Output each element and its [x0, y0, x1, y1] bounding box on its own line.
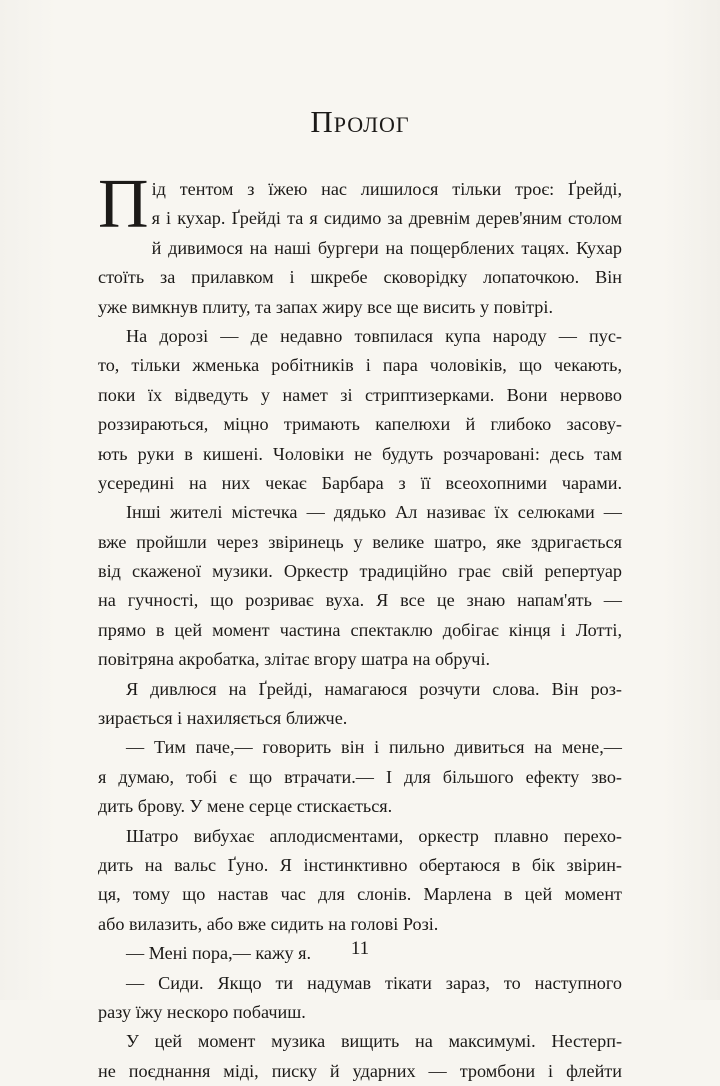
- text-line: — Тим паче,— говорить він і пильно дивиться на мене,—: [126, 737, 622, 758]
- paragraph: [98, 675, 622, 734]
- paragraph: [98, 498, 622, 674]
- text-line: роззираються, міцно тримають капелюхи й глибоко засову-: [98, 414, 622, 435]
- text-line: від скаженої музики. Оркестр традиційно грає свій репертуар: [98, 561, 622, 582]
- text-line: стоїть за прилавком і шкребе сковорідку лопаточкою. Він: [98, 267, 622, 288]
- paragraph: [98, 822, 622, 940]
- text-line: повітряна акробатка, злітає вгору шатра на обручі.: [98, 649, 491, 670]
- text-line: або вилазить, або вже сидить на голові Розі.: [98, 913, 439, 934]
- text-line: ють руки в кишені. Чоловіки не будуть розчаровані: десь там: [98, 443, 622, 464]
- paragraph: [98, 1027, 622, 1086]
- text-line: я і кухар. Ґрейді та я сидимо за древнім дерев'яним столом: [151, 208, 622, 229]
- text-line: прямо в цей момент частина спектаклю добігає кінця і Лотті,: [98, 619, 622, 640]
- text-line: я думаю, тобі є що втрачати.— І для більшого ефекту зво-: [98, 766, 622, 787]
- text-line: На дорозі — де недавно товпилася купа народу — пус-: [126, 325, 622, 346]
- paragraph: [98, 733, 622, 821]
- text-line: Я дивлюся на Ґрейді, намагаюся розчути слова. Він роз-: [126, 678, 622, 699]
- text-line: уже вимкнув плиту, та запах жиру все ще висить у повітрі.: [98, 296, 553, 317]
- drop-cap: П: [98, 166, 149, 243]
- text-line: й дивимося на наші бургери на пощерблених тацях. Кухар: [151, 237, 622, 258]
- text-line: зирається і нахиляється ближче.: [98, 708, 348, 729]
- text-line: — Мені пора,— кажу я.: [126, 943, 312, 964]
- text-line: ід тентом з їжею нас лишилося тільки троє: Ґрейді,: [151, 179, 622, 199]
- text-line: разу їжу нескоро побачиш.: [98, 1001, 306, 1022]
- chapter-title: Пролог: [310, 104, 410, 139]
- text-line: поки їх відведуть у намет зі стриптизерками. Вони нервово: [98, 384, 622, 405]
- text-line: Шатро вибухає аплодисментами, оркестр плавно перехо-: [126, 825, 622, 846]
- text-line: Інші жителі містечка — дядько Ал називає їх селюками —: [126, 502, 622, 523]
- text-line: вже пройшли через звіринець у велике шатро, яке здригається: [98, 531, 622, 552]
- paragraph: [98, 969, 622, 1028]
- text-line: на гучності, що розриває вуха. Я все це знаю напам'ять —: [98, 590, 622, 611]
- text-line: ця, тому що настав час для слонів. Марлена в цей момент: [98, 884, 622, 905]
- text-line: дить на вальс Ґуно. Я інстинктивно обертаюся в бік звірин-: [98, 854, 622, 875]
- text-line: — Сиди. Якщо ти надумав тікати зараз, то наступного: [126, 972, 622, 993]
- text-line: не поєднання міді, писку й ударних — тромбони і флейти: [98, 1060, 622, 1081]
- text-line: У цей момент музика вищить на максимумі. Нестерп-: [126, 1031, 622, 1052]
- paragraph: [98, 322, 622, 498]
- paragraph: [98, 166, 622, 322]
- text-line: то, тільки жменька робітників і пара чоловіків, що чекають,: [98, 355, 622, 376]
- text-line: усередині на них чекає Барбара з її всеохопними чарами.: [98, 472, 622, 493]
- text-line: дить брову. У мене серце стискається.: [98, 796, 393, 817]
- page-number: 11: [350, 938, 370, 959]
